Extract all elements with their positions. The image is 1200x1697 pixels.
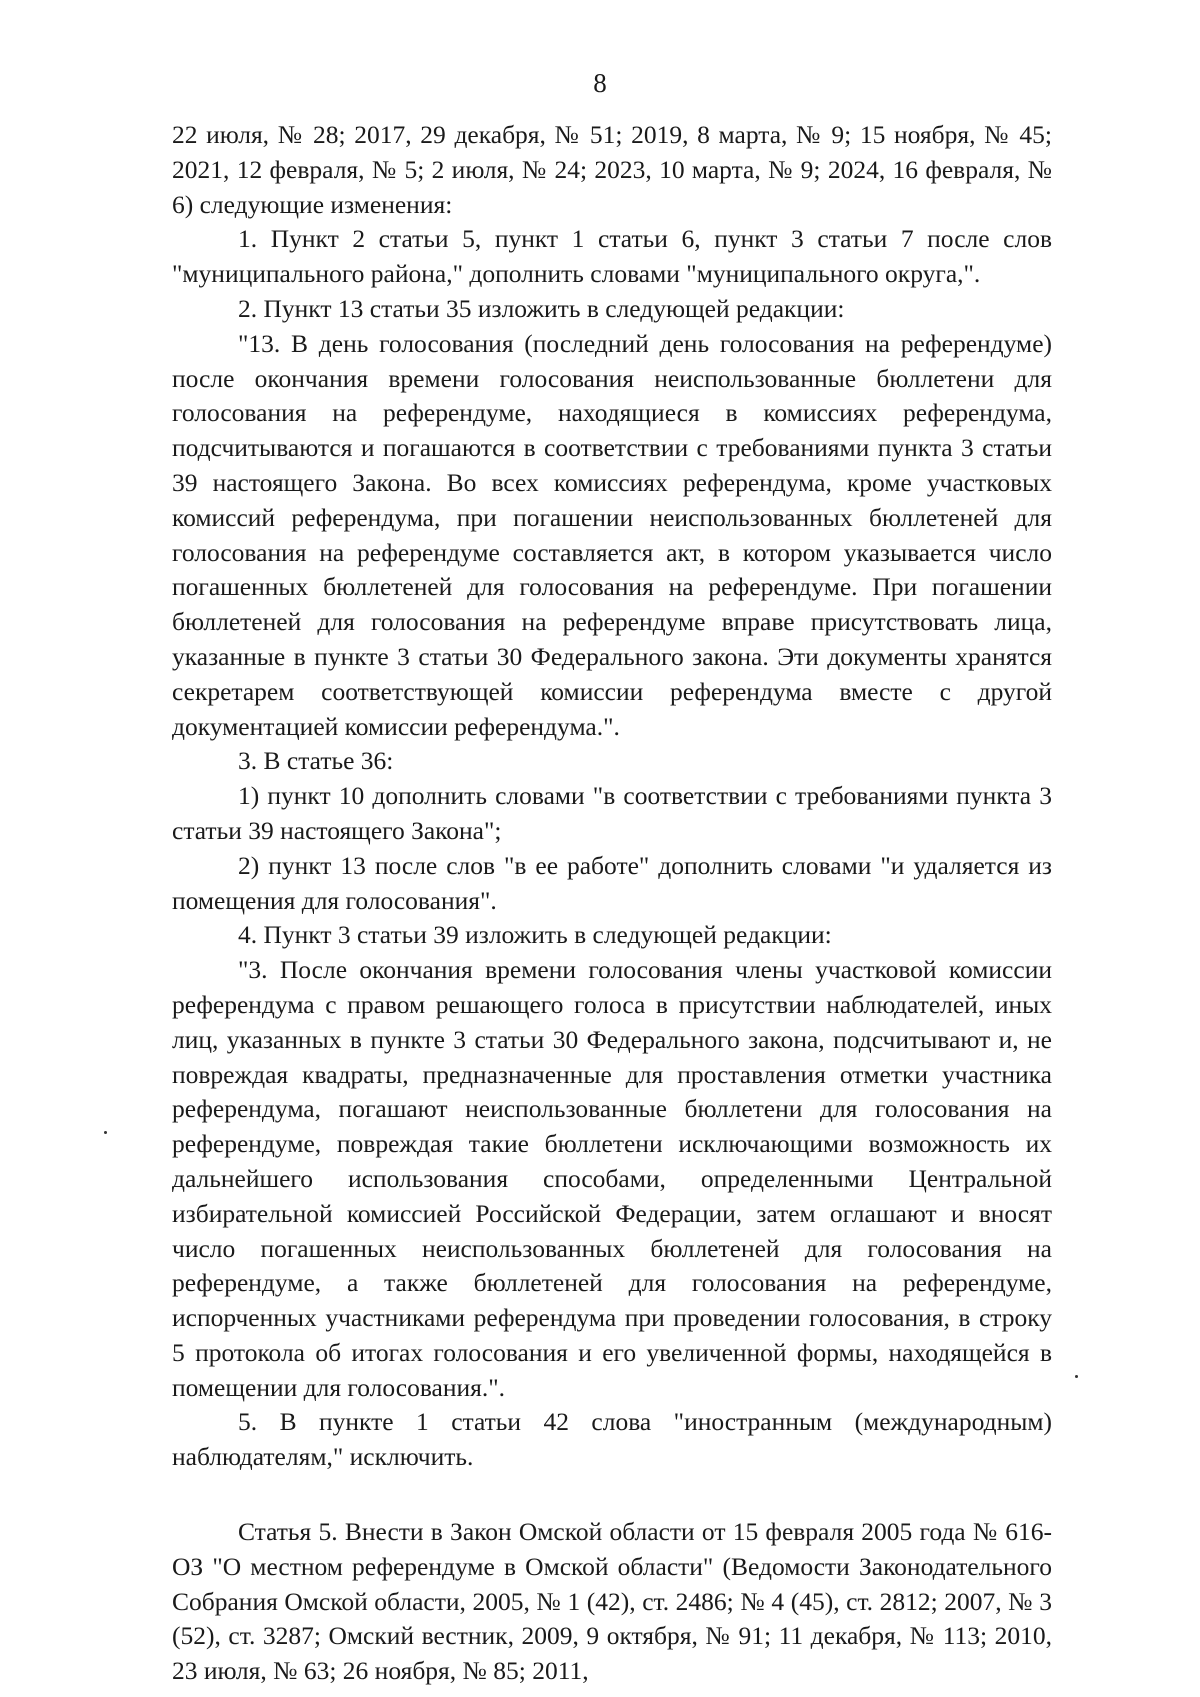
paragraph-item-3: 3. В статье 36: xyxy=(238,746,394,776)
paragraph-subitem-2: 2) пункт 13 после слов "в ее работе" дополнить словами "и удаляется из помещения для голосования". xyxy=(172,850,1052,915)
paragraph-new-text-13: "13. В день голосования (последний день голосования на референдуме) после окончания времени голосования неиспользованные бюллетени для голосования на референдуме, находящиеся в комиссиях референдума, подсчитываются и погашаются в соответствии с требованиями пункта 3 статьи 39 настоящего Закона. Во всех комиссиях референдума, кроме участковых комиссий референдума, при погашении неиспользованных бюллетеней для голосования на референдуме составляется акт, в котором указывается число погашенных бюллетеней для голосования на референдуме. При погашении бюллетеней для голосования на референдуме вправе присутствовать лица, указанные в пункте 3 статьи 30 Федерального закона. Эти документы хранятся секретарем соответствующей комиссии референдума вместе с другой документацией комиссии референдума.". xyxy=(172,328,1052,741)
scan-speck xyxy=(1075,1375,1078,1378)
paragraph-item-5: 5. В пункте 1 статьи 42 слова "иностранным (международным) наблюдателям," исключить. xyxy=(172,1407,1052,1472)
scan-speck xyxy=(104,1131,107,1134)
paragraph-item-4: 4. Пункт 3 статьи 39 изложить в следующей редакции: xyxy=(238,920,832,950)
paragraph-article-5: Статья 5. Внести в Закон Омской области от 15 февраля 2005 года № 616-ОЗ "О местном референдуме в Омской области" (Ведомости Законодательного Собрания Омской области, 2005, № 1 (42), ст. 2486; № 4 (45), ст. 2812; 2007, № 3 (52), ст. 3287; Омский вестник, 2009, 9 октября, № 91; 11 декабря, № 113; 2010, 23 июля, № 63; 26 ноября, № 85; 2011, xyxy=(172,1517,1052,1686)
paragraph-changes-intro: 22 июля, № 28; 2017, 29 декабря, № 51; 2019, 8 марта, № 9; 15 ноября, № 45; 2021, 12 февраля, № 5; 2 июля, № 24; 2023, 10 марта, № 9; 2024, 16 февраля, № 6) следующие изменения: xyxy=(172,120,1052,219)
document-body xyxy=(172,118,1052,1689)
page-number: 8 xyxy=(593,68,607,98)
paragraph-item-2: 2. Пункт 13 статьи 35 изложить в следующей редакции: xyxy=(238,293,845,323)
paragraph-new-text-3: "3. После окончания времени голосования члены участковой комиссии референдума с правом решающего голоса в присутствии наблюдателей, иных лиц, указанных в пункте 3 статьи 30 Федерального закона, подсчитывают и, не повреждая квадраты, предназначенные для проставления отметки участника референдума, погашают неиспользованные бюллетени для голосования на референдуме, повреждая такие бюллетени исключающими возможность их дальнейшего использования способами, определенными Центральной избирательной комиссией Российской Федерации, затем оглашают и вносят число погашенных неиспользованных бюллетеней для голосования на референдуме, а также бюллетеней для голосования на референдуме, испорченных участниками референдума при проведении голосования, в строку 5 протокола об итогах голосования и его увеличенной формы, находящейся в помещении для голосования.". xyxy=(172,955,1052,1402)
paragraph-subitem-1: 1) пункт 10 дополнить словами "в соответствии с требованиями пункта 3 статьи 39 настоящего Закона"; xyxy=(172,781,1052,845)
paragraph-item-1: 1. Пункт 2 статьи 5, пункт 1 статьи 6, пункт 3 статьи 7 после слов "муниципального района," дополнить словами "муниципального округа,". xyxy=(172,224,1052,289)
